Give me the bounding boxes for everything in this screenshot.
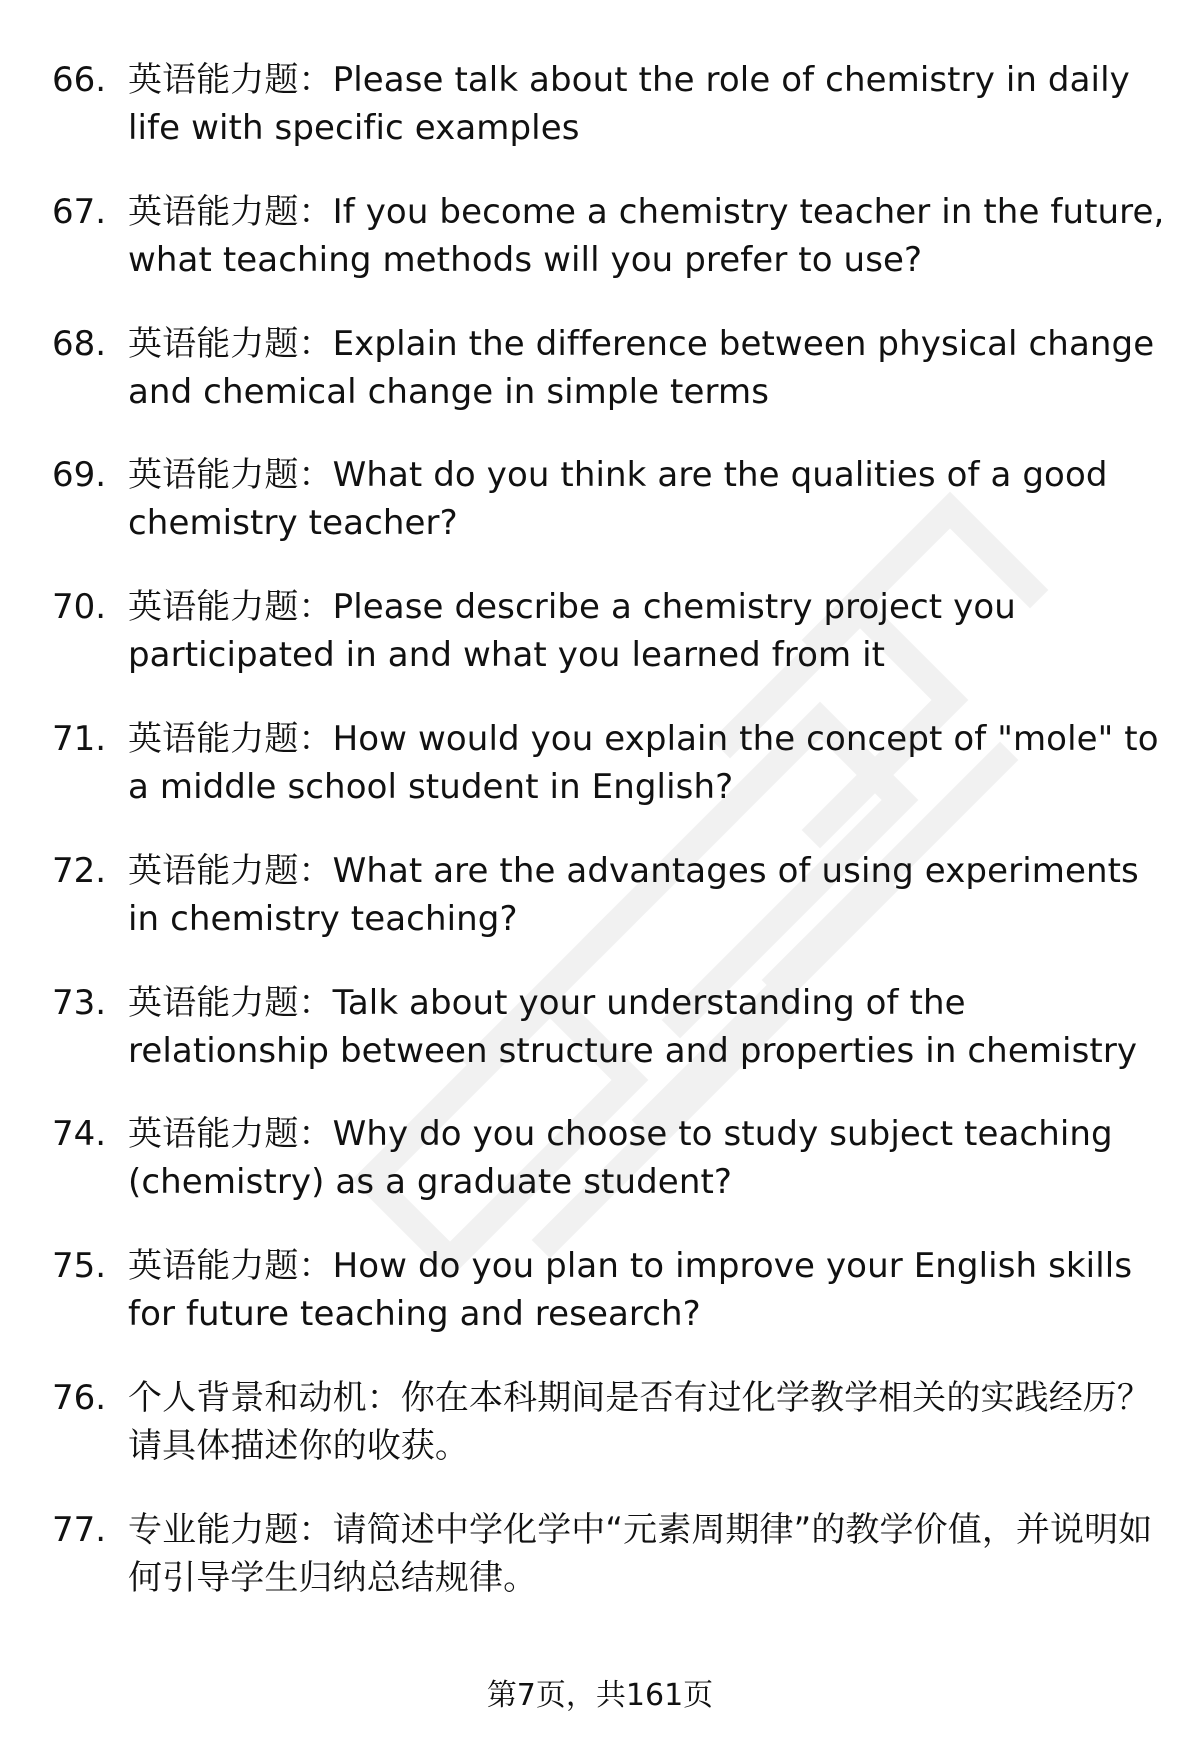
question-text: 英语能力题：Please describe a chemistry project you participated in and what you learned from it xyxy=(128,587,1016,676)
question-number: 71. xyxy=(52,718,107,759)
question-text: 专业能力题：请简述中学化学中“元素周期律”的教学价值，并说明如何引导学生归纳总结规律。 xyxy=(128,1509,1153,1598)
question-text: 英语能力题：What do you think are the qualities of a good chemistry teacher? xyxy=(128,455,1108,544)
question-text: 英语能力题：How would you explain the concept of "mole" to a middle school student in English? xyxy=(128,718,1159,807)
question-text: 英语能力题：If you become a chemistry teacher in the future, what teaching methods will you prefer to use? xyxy=(128,191,1165,280)
question-number: 76. xyxy=(52,1377,107,1418)
question-number: 77. xyxy=(52,1509,107,1550)
question-text: 英语能力题：Why do you choose to study subject teaching (chemistry) as a graduate student? xyxy=(128,1114,1113,1203)
page-number-label: 第7页，共161页 xyxy=(486,1678,714,1713)
page-footer xyxy=(0,1676,1200,1716)
question-item xyxy=(0,583,1200,715)
question-item xyxy=(0,1242,1200,1374)
question-item xyxy=(0,1506,1200,1638)
question-text: 英语能力题：What are the advantages of using experiments in chemistry teaching? xyxy=(128,850,1139,939)
question-number: 74. xyxy=(52,1114,107,1155)
question-list xyxy=(0,56,1200,1638)
question-item xyxy=(0,715,1200,847)
question-text: 英语能力题：Explain the difference between physical change and chemical change in simple terms xyxy=(128,323,1155,412)
question-item xyxy=(0,1110,1200,1242)
question-text: 个人背景和动机：你在本科期间是否有过化学教学相关的实践经历？请具体描述你的收获。 xyxy=(128,1377,1151,1466)
question-number: 69. xyxy=(52,455,107,496)
question-text: 英语能力题：How do you plan to improve your English skills for future teaching and research? xyxy=(128,1246,1133,1335)
question-number: 73. xyxy=(52,982,107,1023)
question-item xyxy=(0,1374,1200,1506)
question-item xyxy=(0,847,1200,979)
question-item xyxy=(0,979,1200,1111)
question-item xyxy=(0,320,1200,452)
question-number: 66. xyxy=(52,60,107,100)
question-item xyxy=(0,451,1200,583)
question-text: 英语能力题：Please talk about the role of chemistry in daily life with specific examples xyxy=(128,60,1130,148)
question-number: 70. xyxy=(52,587,107,628)
question-number: 72. xyxy=(52,850,107,891)
question-item xyxy=(0,56,1200,188)
question-number: 75. xyxy=(52,1246,107,1287)
question-text: 英语能力题：Talk about your understanding of the relationship between structure and properties in chemistry xyxy=(128,982,1138,1071)
question-item xyxy=(0,188,1200,320)
question-number: 68. xyxy=(52,323,107,364)
question-number: 67. xyxy=(52,191,107,232)
